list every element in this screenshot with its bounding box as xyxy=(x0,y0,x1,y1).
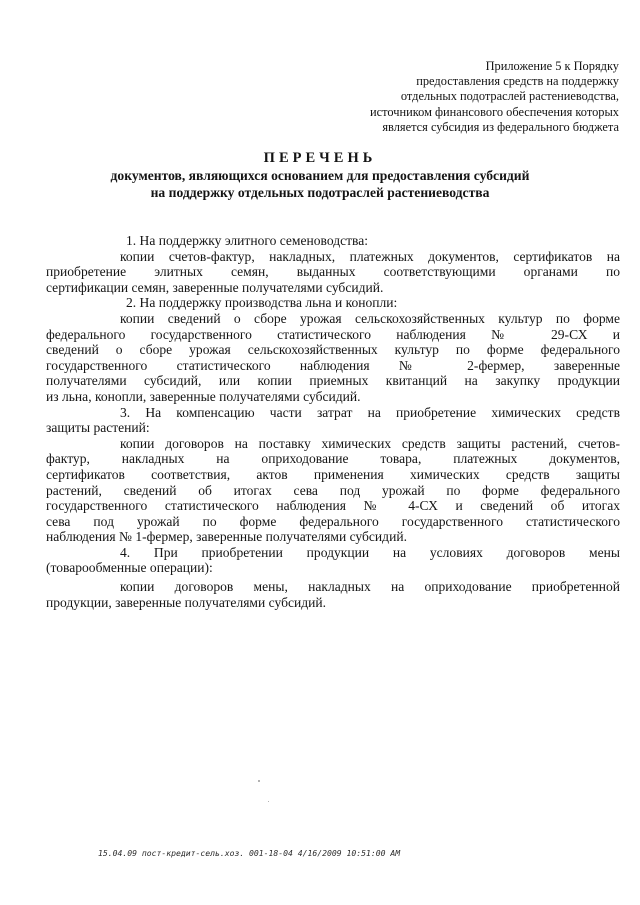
body-line: сертификатов соответствия, актов применения химических средств защиты xyxy=(46,466,620,482)
appendix-line: отдельных подотраслей растениеводства, xyxy=(400,89,619,104)
body-line: государственного статистического наблюдения № 4-СХ и сведений об итогах xyxy=(46,498,620,514)
body-line: копии сведений о сборе урожая сельскохозяйственных культур по форме xyxy=(120,310,620,326)
body-line: сведений о сборе урожая сельскохозяйственных культур по форме федерального xyxy=(46,342,620,358)
subtitle-line: документов, являющихся основанием для предоставления субсидий xyxy=(110,168,530,183)
appendix-header xyxy=(319,59,619,135)
subtitle-line: на поддержку отдельных подотраслей растениеводства xyxy=(150,184,490,200)
appendix-line: предоставления средств на поддержку xyxy=(416,74,619,89)
body-line: наблюдения № 1-фермер, заверенные получателями субсидий. xyxy=(46,529,407,545)
scan-speck xyxy=(268,801,269,802)
document-subtitle xyxy=(0,168,640,201)
scan-speck xyxy=(258,780,260,782)
body-line: из льна, конопли, заверенные получателями субсидий. xyxy=(46,388,361,404)
section-heading-2: 2. На поддержку производства льна и конопли: xyxy=(126,295,398,311)
body-line: продукции, заверенные получателями субсидий. xyxy=(46,594,327,610)
document-title: ПЕРЕЧЕНЬ xyxy=(263,150,377,166)
file-footer: 15.04.09 пост-кредит-сель.хоз. 001-18-04 4/16/2009 10:51:00 AM xyxy=(98,848,401,858)
body-line: защиты растений: xyxy=(46,420,150,436)
body-line: фактур, накладных на оприходование товара, платежных документов, xyxy=(46,451,620,467)
body-line: федерального государственного статистического наблюдения № 29-СХ и xyxy=(46,326,620,342)
body-line: копии счетов-фактур, накладных, платежных документов, сертификатов на xyxy=(120,248,620,264)
body-line: получателями субсидий, или копии приемных квитанций на закупку продукции xyxy=(46,373,620,389)
body-line: копии договоров на поставку химических средств защиты растений, счетов- xyxy=(120,435,620,451)
section-heading-4: 4. При приобретении продукции на условиях договоров мены xyxy=(120,544,620,560)
body-line: копии договоров мены, накладных на оприходование приобретенной xyxy=(120,579,620,595)
body-line: растений, сведений об итогах сева под урожай по форме федерального xyxy=(46,482,620,498)
appendix-line: является субсидия из федерального бюджета xyxy=(382,119,619,134)
document-body xyxy=(46,233,620,610)
appendix-line: Приложение 5 к Порядку xyxy=(485,59,619,73)
body-line: сева под урожай по форме федерального государственного статистического xyxy=(46,513,620,529)
appendix-line: источником финансового обеспечения которых xyxy=(369,104,619,119)
body-line: сертификации семян, заверенные получателями субсидий. xyxy=(46,279,384,295)
body-line: (товарообменные операции): xyxy=(46,560,213,576)
body-line: государственного статистического наблюдения № 2-фермер, заверенные xyxy=(46,357,620,373)
body-line: приобретение элитных семян, выданных соответствующими органами по xyxy=(46,264,620,280)
section-heading-1: 1. На поддержку элитного семеноводства: xyxy=(126,233,369,248)
section-heading-3: 3. На компенсацию части затрат на приобретение химических средств xyxy=(120,404,620,420)
